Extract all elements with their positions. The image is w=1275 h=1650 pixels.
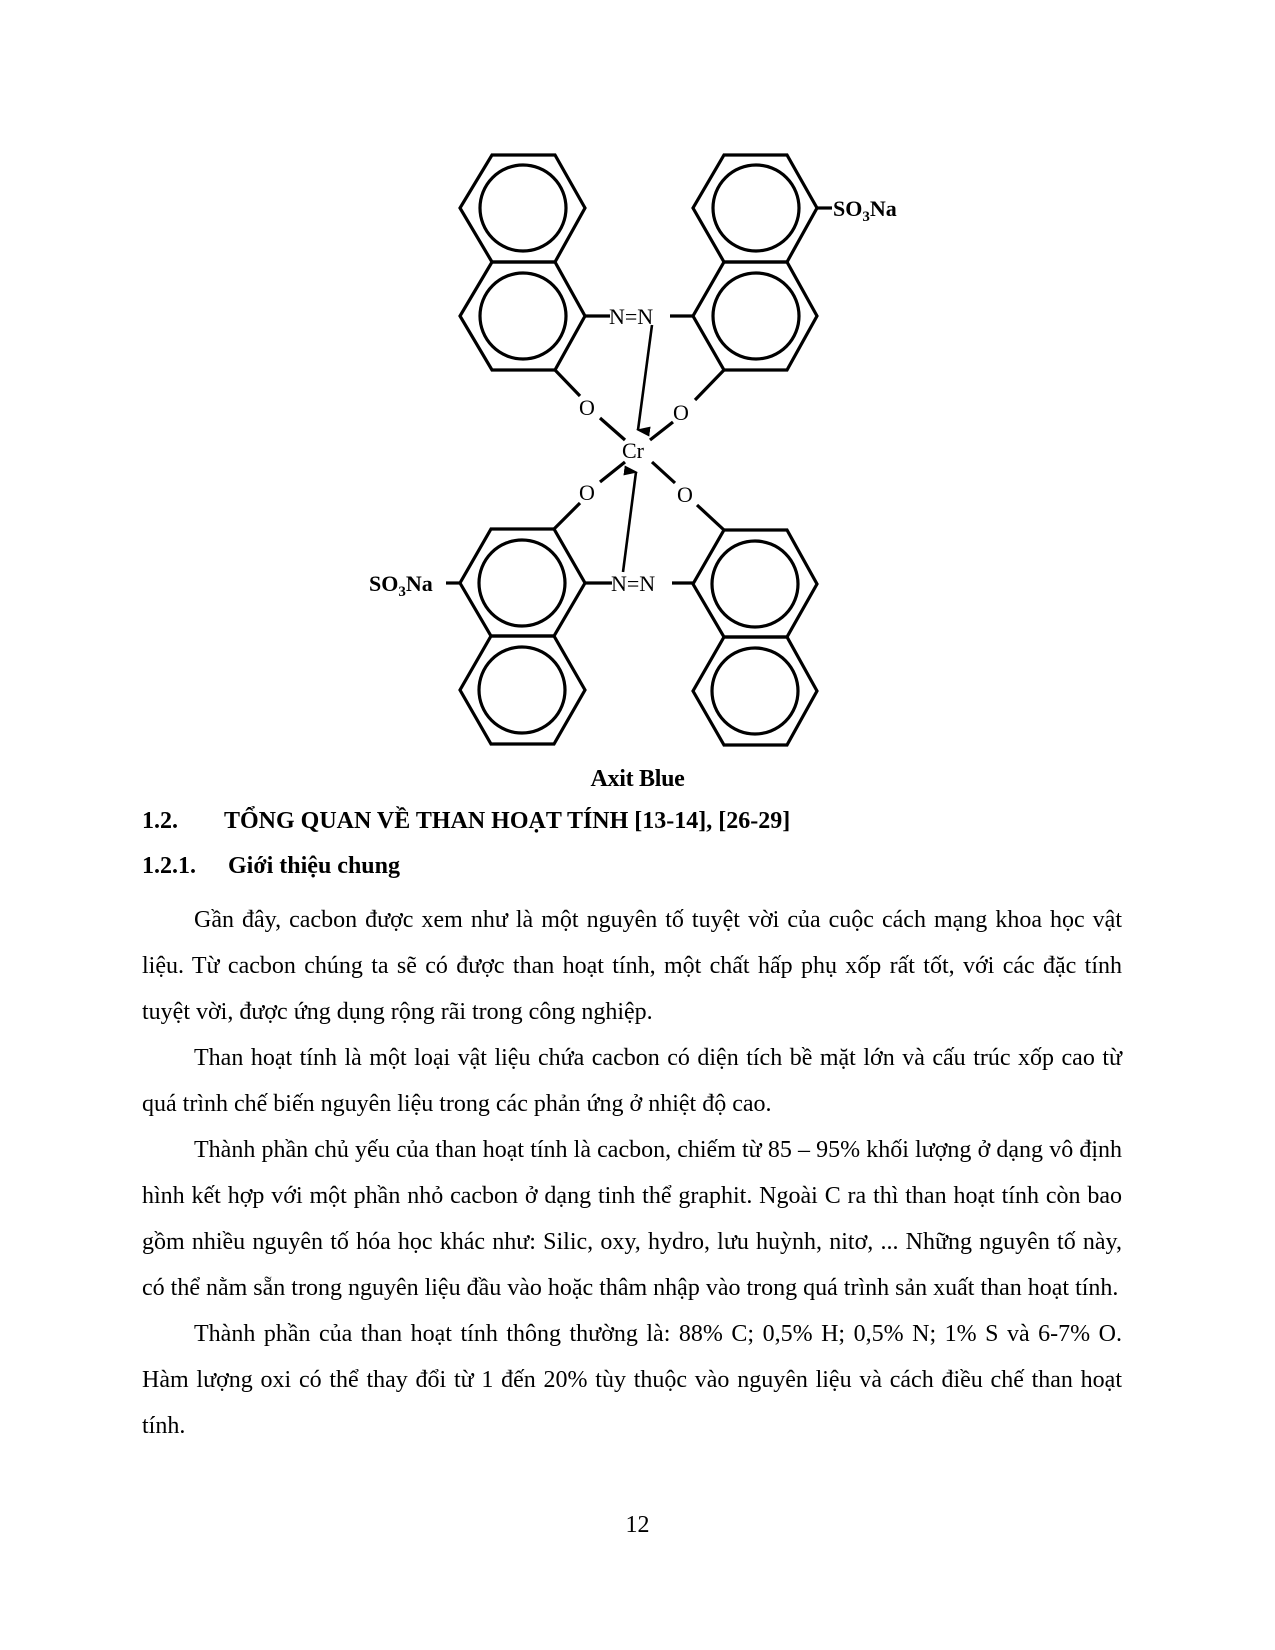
section-number: 1.2. <box>142 808 178 834</box>
oxygen-label-lower-left: O <box>579 480 595 505</box>
top-left-naphthalene <box>460 155 585 370</box>
oxygen-label-upper-right: O <box>673 400 689 425</box>
top-azo-label: N=N <box>609 304 654 329</box>
body-text <box>142 897 1122 1449</box>
section-title: TỔNG QUAN VỀ THAN HOẠT TÍNH [13-14], [26-29] <box>224 808 791 834</box>
sulfonate-label-top: $SO_3Na$ <box>833 196 897 225</box>
paragraph: Gần đây, cacbon được xem như là một nguyên tố tuyệt vời của cuộc cách mạng khoa học vật liệu. Từ cacbon chúng ta sẽ có được than hoạt tính, một chất hấp phụ xốp rất tốt, với các đặc tính tuyệt vời, được ứng dụng rộng rãi trong công nghiệp. <box>142 907 1122 1025</box>
paragraph: Than hoạt tính là một loại vật liệu chứa cacbon có diện tích bề mặt lớn và cấu trúc xốp cao từ quá trình chế biến nguyên liệu trong các phản ứng ở nhiệt độ cao. <box>142 1045 1122 1117</box>
subsection-heading <box>142 853 400 880</box>
top-right-naphthalene <box>693 155 817 370</box>
section-heading <box>142 808 790 835</box>
sulfonate-label-bottom: $SO_3Na$ <box>369 571 433 600</box>
bottom-azo-label: N=N <box>611 571 656 596</box>
subsection-number: 1.2.1. <box>142 853 196 879</box>
axit-blue-structure-diagram <box>0 0 1275 760</box>
figure-caption: Axit Blue <box>590 766 685 792</box>
oxygen-label-upper-left: O <box>579 395 595 420</box>
page-number: 12 <box>625 1512 650 1538</box>
chromium-label: Cr <box>622 438 644 463</box>
subsection-title: Giới thiệu chung <box>228 853 400 879</box>
oxygen-label-lower-right: O <box>677 482 693 507</box>
paragraph: Thành phần chủ yếu của than hoạt tính là cacbon, chiếm từ 85 – 95% khối lượng ở dạng vô định hình kết hợp với một phần nhỏ cacbon ở dạng tinh thể graphit. Ngoài C ra thì than hoạt tính còn bao gồm nhiều nguyên tố hóa học khác như: Silic, oxy, hydro, lưu huỳnh, nitơ, ... Những nguyên tố này, có thể nằm sẵn trong nguyên liệu đầu vào hoặc thâm nhập vào trong quá trình sản xuất than hoạt tính. <box>142 1137 1122 1301</box>
paragraph: Thành phần của than hoạt tính thông thường là: 88% C; 0,5% H; 0,5% N; 1% S và 6-7% O. Hàm lượng oxi có thể thay đổi từ 1 đến 20% tùy thuộc vào nguyên liệu và cách điều chế than hoạt tính. <box>142 1321 1122 1439</box>
bottom-right-naphthalene <box>693 530 817 745</box>
chemical-structure-figure <box>0 0 1275 760</box>
bottom-left-naphthalene <box>460 529 585 744</box>
